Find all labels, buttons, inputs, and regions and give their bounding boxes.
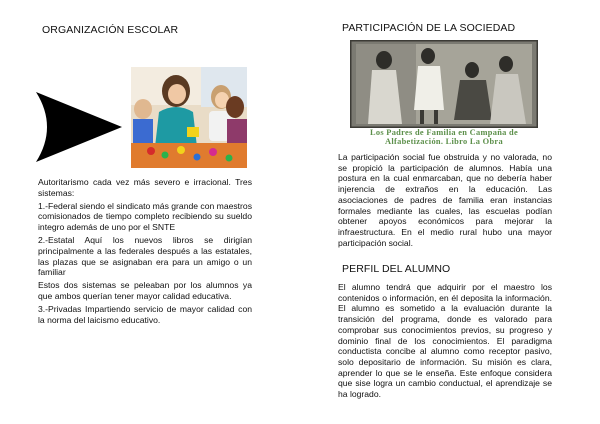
caption-line-1: Los Padres de Familia en Campaña de bbox=[369, 128, 519, 137]
caption-line-2: Alfabetización. Libro La Obra bbox=[385, 137, 503, 146]
participation-paragraph: La participación social fue obstruida y no valorada, no se propició la participación de alumnos. Había una postura en la cual enmarcaban, que no debería haber injerencia de extraños en la educación. Las asociaciones de padres de familia eran instancias formales mediante las cuales, las escuelas podían obtener apoyos económicos para mejorar la infraestructura. En el medio rural hubo una mayor participación social. bbox=[338, 152, 552, 248]
profile-title: PERFIL DEL ALUMNO bbox=[342, 263, 451, 275]
paragraph-federal: 1.-Federal siendo el sindicato más grande con maestros comisionados de tiempo completo recibiendo su sueldo integro además de uno por el SNTE bbox=[38, 200, 253, 233]
left-column-text bbox=[38, 177, 252, 328]
right-column-title: PARTICIPACIÓN DE LA SOCIEDAD bbox=[342, 22, 516, 34]
classroom-photo bbox=[131, 67, 247, 168]
historic-photo bbox=[350, 40, 538, 128]
left-column-title: ORGANIZACIÓN ESCOLAR bbox=[42, 24, 179, 36]
arrow-icon bbox=[36, 92, 122, 162]
paragraph-estatal: 2.-Estatal Aquí los nuevos libros se dirigían principalmente a las federales después a las estatales, las plazas que se asignaban era para un amigo o un familiar bbox=[38, 235, 252, 278]
paragraph-intro: Autoritarismo cada vez más severo e irracional. Tres sistemas: bbox=[38, 177, 252, 198]
profile-paragraph: El alumno tendrá que adquirir por el maestro los contenidos o información, en él deposita la información. El alumno es sometido a la evaluación durante la transición del programa, donde es valorado para comprobar sus conocimientos previos, su progreso y dominio final de los conocimientos. El paradigma conductista concibe al alumno como receptor pasivo, solo depositario de información. Su misión es clara, aprender lo que se le enseña. Este enfoque considera que sise logra un cambio conductual, el aprendizaje se ha logrado. bbox=[338, 282, 552, 400]
paragraph-privadas: 3.-Privadas Impartiendo servicio de mayor calidad con la norma del laicismo educativo. bbox=[38, 303, 252, 325]
photo-caption bbox=[346, 128, 542, 146]
paragraph-systems: Estos dos sistemas se peleaban por los alumnos ya que ambos querían tener mayor calidad educativa. bbox=[38, 280, 252, 301]
